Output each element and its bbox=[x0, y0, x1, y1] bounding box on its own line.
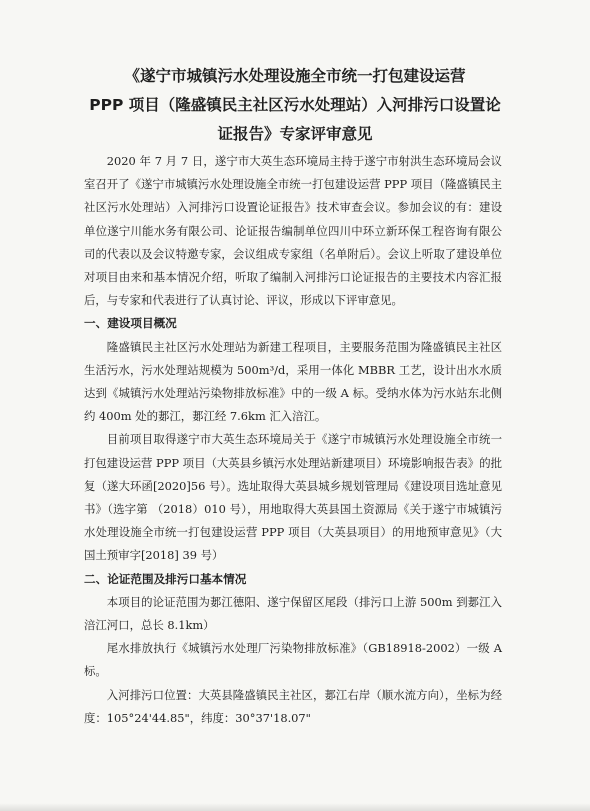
outlet-location-paragraph: 入河排污口位置：大英县隆盛镇民主社区，郪江右岸（顺水流方向），坐标为经度：105°24'44.85"，纬度：30°37'18.07" bbox=[84, 687, 502, 725]
title-line-3: 证报告》专家评审意见 bbox=[217, 125, 373, 143]
page-edge-shadow bbox=[0, 803, 590, 811]
section-heading-project-overview: 一、建设项目概况 bbox=[84, 316, 177, 331]
document-body bbox=[84, 150, 502, 730]
discharge-standard-paragraph: 尾水排放执行《城镇污水处理厂污染物排放标准》（GB18918-2002）一级 A 标。 bbox=[84, 641, 502, 679]
project-overview-paragraph-1: 隆盛镇民主社区污水处理站为新建工程项目，主要服务范围为隆盛镇民主社区生活污水，污水处理站规模为 500m³/d，采用一体化 MBBR 工艺，设计出水水质达到《城镇污水处理站污染物排放标准》中的一级 A 标。受纳水体为污水站东北侧约 400m 处的郪江，郪江经 7.6km 汇入涪江。 bbox=[84, 339, 502, 424]
intro-paragraph: 2020 年 7 月 7 日，遂宁市大英生态环境局主持于遂宁市射洪生态环境局会议室召开了《遂宁市城镇污水处理设施全市统一打包建设运营 PPP 项目（隆盛镇民主社区污水处理站）入河排污口设置论证报告》技术审查会议。参加会议的有：建设单位遂宁川能水务有限公司、论证报告编制单位四川中环立新环保工程咨询有限公司的代表以及会议特邀专家，会议组成专家组（名单附后）。会议上听取了建设单位对项目由来和基本情况介绍，听取了编制入河排污口论证报告的主要技术内容汇报后，与专家和代表进行了认真讨论、评议，形成以下评审意见。 bbox=[84, 154, 502, 308]
scope-paragraph: 本项目的论证范围为郪江德阳、遂宁保留区尾段（排污口上游 500m 到郪江入涪江河口，总长 8.1km） bbox=[84, 594, 502, 633]
project-overview-paragraph-2: 目前项目取得遂宁市大英生态环境局关于《遂宁市城镇污水处理设施全市统一打包建设运营 PPP 项目（大英县乡镇污水处理站新建项目）环境影响报告表》的批复（遂大环函[2020]56 号）。选址取得大英县城乡规划管理局《建设项目选址意见书》（选字第 （2018）010 号），用地取得大英县国土资源局《关于遂宁市城镇污水处理设施全市统一打包建设运营 PPP 项目（大英县项目）的用地预审意见》（大国土预审字[2018] 39 号） bbox=[84, 432, 502, 563]
title-line-2: PPP 项目（隆盛镇民主社区污水处理站）入河排污口设置论 bbox=[89, 96, 501, 114]
section-heading-scope-outlet: 二、论证范围及排污口基本情况 bbox=[84, 571, 247, 586]
document-title bbox=[60, 62, 530, 149]
title-line-1: 《遂宁市城镇污水处理设施全市统一打包建设运营 bbox=[124, 67, 466, 85]
